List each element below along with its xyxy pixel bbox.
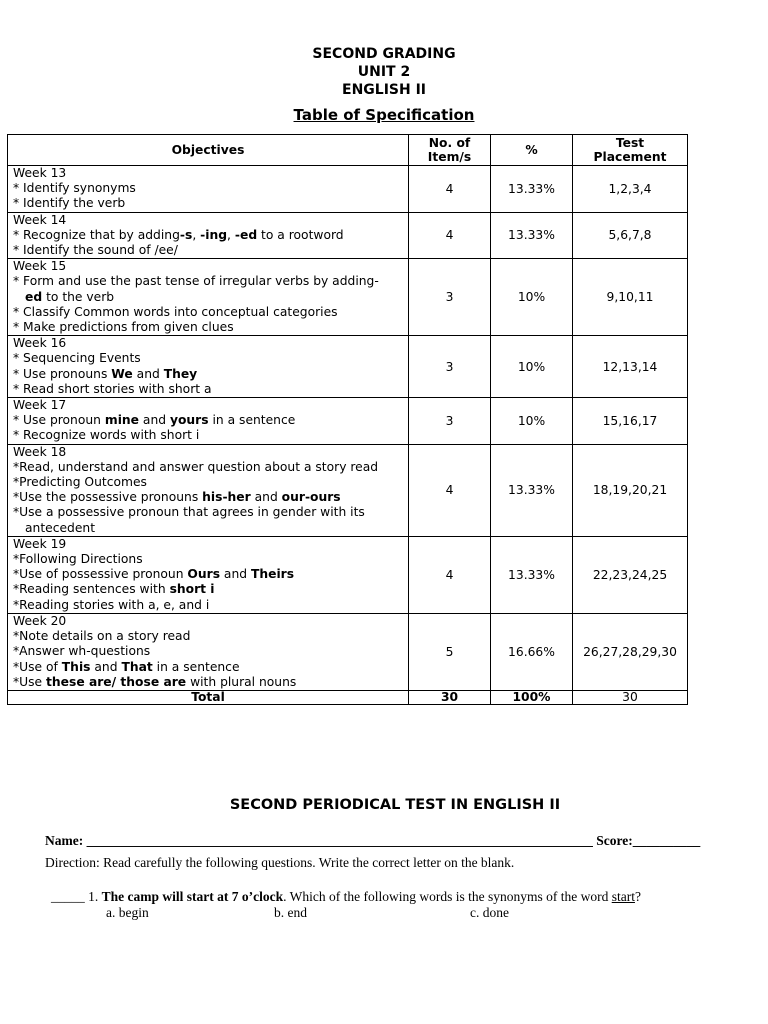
table-header-row xyxy=(8,135,688,166)
items-cell: 4 xyxy=(409,212,491,259)
option-b: b. end xyxy=(274,905,307,920)
objectives-cell: Week 15 * Form and use the past tense of irregular verbs by adding- ed to the verb * Classify Common words into conceptual categories * Make predictions from given clues xyxy=(8,259,409,336)
header-percent: % xyxy=(491,135,573,166)
document-header xyxy=(0,45,768,124)
items-cell: 4 xyxy=(409,444,491,536)
direction-text: Direction: Read carefully the following questions. Write the correct letter on the blank. xyxy=(45,855,515,870)
total-items: 30 xyxy=(409,690,491,704)
placement-cell: 9,10,11 xyxy=(573,259,688,336)
table-row xyxy=(8,166,688,213)
answer-blank[interactable]: _____ 1. xyxy=(51,889,102,904)
header-objectives: Objectives xyxy=(8,135,409,166)
total-placement: 30 xyxy=(573,690,688,704)
table-row xyxy=(8,444,688,536)
subject-title: ENGLISH II xyxy=(342,82,426,98)
table-row xyxy=(8,212,688,259)
objectives-cell: Week 14 * Recognize that by adding-s, -ing, -ed to a rootword * Identify the sound of /ee/ xyxy=(8,212,409,259)
total-percent: 100% xyxy=(491,690,573,704)
percent-cell: 10% xyxy=(491,336,573,398)
objectives-cell: Week 19 *Following Directions *Use of possessive pronoun Ours and Theirs *Reading sentences with short i *Reading stories with a, e, and i xyxy=(8,536,409,613)
underlined-word: start xyxy=(611,889,635,904)
items-cell: 4 xyxy=(409,536,491,613)
total-row xyxy=(8,690,688,704)
items-cell: 3 xyxy=(409,259,491,336)
table-row xyxy=(8,398,688,445)
placement-cell: 18,19,20,21 xyxy=(573,444,688,536)
placement-cell: 1,2,3,4 xyxy=(573,166,688,213)
placement-cell: 12,13,14 xyxy=(573,336,688,398)
placement-cell: 26,27,28,29,30 xyxy=(573,613,688,690)
items-cell: 3 xyxy=(409,336,491,398)
placement-cell: 22,23,24,25 xyxy=(573,536,688,613)
objectives-cell: Week 16 * Sequencing Events * Use pronouns We and They * Read short stories with short a xyxy=(8,336,409,398)
header-items: No. of Item/s xyxy=(409,135,491,166)
table-row xyxy=(8,259,688,336)
table-row xyxy=(8,536,688,613)
objectives-cell: Week 17 * Use pronoun mine and yours in a sentence * Recognize words with short i xyxy=(8,398,409,445)
items-cell: 5 xyxy=(409,613,491,690)
items-cell: 4 xyxy=(409,166,491,213)
unit-title: UNIT 2 xyxy=(357,64,411,80)
placement-cell: 15,16,17 xyxy=(573,398,688,445)
items-cell: 3 xyxy=(409,398,491,445)
objectives-cell: Week 18 *Read, understand and answer question about a story read *Predicting Outcomes *Use the possessive pronouns his-her and our-ours *Use a possessive pronoun that agrees in gender with its antecedent xyxy=(8,444,409,536)
header-placement: Test Placement xyxy=(573,135,688,166)
question-bold-sentence: The camp will start at 7 o’clock xyxy=(101,889,284,904)
table-row xyxy=(8,336,688,398)
option-c: c. done xyxy=(470,905,509,920)
placement-cell: 5,6,7,8 xyxy=(573,212,688,259)
question-1: _____ 1. The camp will start at 7 o’clock. Which of the following words is the synonyms of the word start? xyxy=(51,889,641,904)
percent-cell: 10% xyxy=(491,398,573,445)
percent-cell: 13.33% xyxy=(491,166,573,213)
objectives-cell: Week 13 * Identify synonyms * Identify the verb xyxy=(8,166,409,213)
table-row xyxy=(8,613,688,690)
percent-cell: 13.33% xyxy=(491,212,573,259)
percent-cell: 10% xyxy=(491,259,573,336)
percent-cell: 13.33% xyxy=(491,444,573,536)
specification-table xyxy=(7,134,688,705)
test-title: SECOND PERIODICAL TEST IN ENGLISH II xyxy=(229,797,561,813)
option-a: a. begin xyxy=(106,905,149,920)
percent-cell: 13.33% xyxy=(491,536,573,613)
percent-cell: 16.66% xyxy=(491,613,573,690)
name-score-line[interactable]: Name: ___________________________________________________________________________ Score:__________ xyxy=(45,833,701,848)
objectives-cell: Week 20 *Note details on a story read *Answer wh-questions *Use of This and That in a sentence *Use these are/ those are with plural nouns xyxy=(8,613,409,690)
table-title: Table of Specification xyxy=(293,106,475,124)
grading-title: SECOND GRADING xyxy=(312,46,456,62)
total-label: Total xyxy=(8,690,409,704)
